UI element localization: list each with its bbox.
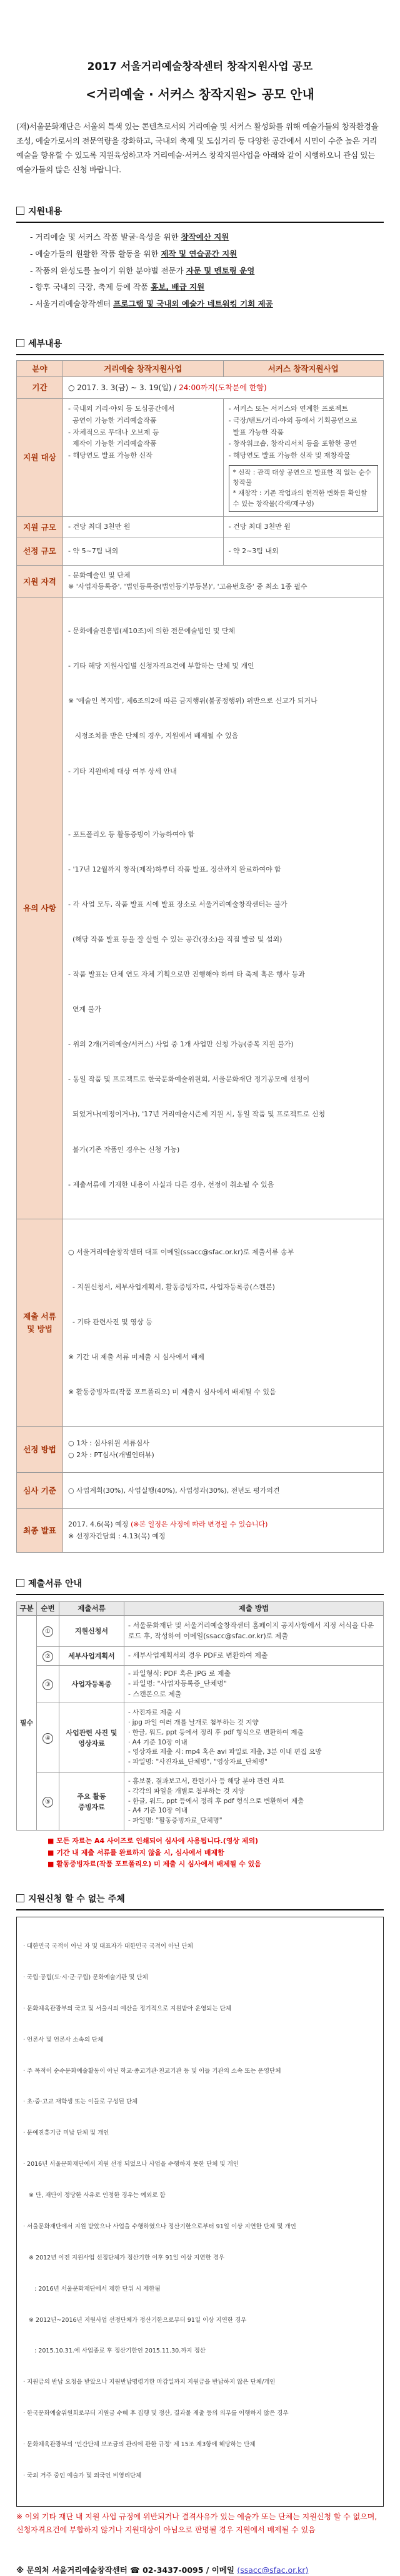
count-label: 선정 규모 xyxy=(17,538,63,565)
doc-method: - 파일형식: PDF 혹은 JPG 로 제출 - 파일명: "사업자등록증_단체명" - 스캔본으로 제출 xyxy=(124,1666,384,1703)
submit-value: ○ 서울거리예술창작센터 대표 이메일(ssacc@sfac.or.kr)로 제출서류 송부 - 지원신청서, 세부사업계획서, 활동증빙자료, 사업자등록증(스캔본) - 기타 관련사진 및 영상 등 ※ 기간 내 제출 서류 미제출 시 심사에서 배제 ※ 활동증빙자료(작품 포트폴리오) 미 제출시 심사에서 배제될 수 있음 xyxy=(63,1219,384,1427)
support-list xyxy=(16,229,384,313)
title-line-1: 2017 서울거리예술창작센터 창작지원사업 공모 xyxy=(87,61,313,73)
count-street: - 약 5~7팀 내외 xyxy=(63,538,224,565)
support-item: - 예술가들의 원활한 작품 활동을 위한 제작 및 연습공간 지원 xyxy=(30,246,384,263)
doc-name: 사업자등록증 xyxy=(59,1666,124,1703)
scale-label: 지원 규모 xyxy=(17,516,63,538)
section-divider xyxy=(16,222,384,223)
target-label: 지원 대상 xyxy=(17,399,63,517)
doc-number: ① xyxy=(37,1616,59,1647)
doc-method: - 세부사업계획서의 경우 PDF로 변환하여 제출 xyxy=(124,1647,384,1666)
docs-heading: 제출서류 안내 xyxy=(16,1578,384,1591)
docs-col-doc: 제출서류 xyxy=(59,1602,124,1616)
col-circus: 서커스 창작지원사업 xyxy=(223,360,384,376)
docs-table xyxy=(16,1601,384,1831)
caution-value: - 문화예술진흥법(제10조)에 의한 전문예술법인 및 단체 - 기타 해당 지원사업별 신청자격요건에 부합하는 단체 및 개인 ※ '예술인 복지법', 제6조의2에 따른 금지행위(불공정행위) 위반으로 신고가 되거나 시정조치를 받은 단체의 경우, 지원에서 배제될 수 있음 - 기타 지원배제 대상 여부 상세 안내 - 포트폴리오 등 활동증빙이 가능하여야 함 - '17년 12월까지 창작(제작)하루터 작품 발표, 정산까지 완료하여야 함 - 각 사업 모두, 작품 발표 시에 발표 장소로 서울거리예술창작센터는 불가 (해당 작품 발표 등을 잘 살릴 수 있는 공간(장소)을 직접 발굴 및 섭외) - 작품 발표는 단체 연도 자체 기획으로만 진행해야 하며 타 축제 혹은 행사 등과 연계 불가 - 위의 2개(거리예술/서커스) 사업 중 1개 사업만 신청 가능(중복 지원 불가) - 동일 작품 및 프로젝트로 한국문화예술위원회, 서울문화재단 정기공모에 선정이 되었거나(예정이거나), '17년 거리예술시즌제 지원 시, 동일 작품 및 프로젝트로 신청 불가(기존 작품인 경우는 신청 가능) - 제출서류에 기재한 내용이 사실과 다른 경우, 선정이 취소될 수 있음 xyxy=(63,597,384,1219)
col-street: 거리예술 창작지원사업 xyxy=(63,360,224,376)
intro-paragraph: (재)서울문화재단은 서울의 특색 있는 콘텐츠로서의 거리예술 및 서커스 활성화를 위해 예술가들의 창작환경을 조성, 예술가로서의 전문역량을 강화하고, 국내외 축제 및 도심거리 등 다양한 공간에서 시민이 수준 높은 거리예술을 향유할 수 있도록 지원육성하고자 거리예술·서커스 창작지원사업을 아래와 같이 시행하오니 관심 있는 예술가들의 많은 신청 바랍니다. xyxy=(16,121,379,174)
ineligible-box: · 대한민국 국적이 아닌 자 및 대표자가 대한민국 국적이 아닌 단체 · 국립·공립(도·시·군·구립) 문화예술기관 및 단체 · 문화체육관광부의 국고 및 서울시의 예산을 정기적으로 지원받아 운영되는 단체 · 언론사 및 언론사 소속의 단체 · 주 목적이 순수문화예술활동이 아닌 학교·종교기관·친교기관 등 및 이들 기관의 소속 또는 운영단체 · 초·중·고교 재학생 또는 이들로 구성된 단체 · 문예진흥기금 미납 단체 및 개인 · 2016년 서울문화재단에서 지원 선정 되었으나 사업을 수행하지 못한 단체 및 개인 ※ 단, 재단이 정당한 사유로 인정한 경우는 예외로 함 · 서울문화재단에서 지원 받았으나 사업을 수행하였으나 정산기한으로부터 91일 이상 지연한 단체 및 개인 ※ 2012년 이전 지원사업 선정단체가 정산기한 이후 91일 이상 지연한 경우 : 2016년 서울문화재단에서 제한 단위 시 제한됨 ※ 2012년~2016년 지원사업 선정단체가 정산기한으로부터 91일 이상 지연한 경우 : 2015.10.31.에 사업종료 후 정산기한인 2015.11.30.까지 정산 · 지원금의 반납 요청을 받았으나 지원반납명령기한 마감일까지 지원금을 반납하지 않은 단체/개인 · 한국문화예술위원회로부터 지원금 수혜 후 집행 및 정산, 결과물 제출 등의 의무를 이행하지 않은 경우 · 문화체육관광부의 '민간단체 보조금의 관리에 관한 규정' 제 15조 제3항에 해당하는 단체 · 국외 거주 중인 예술가 및 외국인 비영리단체 xyxy=(16,1917,384,2507)
qual-value: - 문화예술인 및 단체 ※ '사업자등록증', '법인등록증(법인등기부등본)', '고유번호증' 중 최소 1종 필수 xyxy=(63,565,384,597)
final-value: 2017. 4.6(목) 예정 (※본 일정은 사정에 따라 변경될 수 있습니다) ※ 선정자간담회 : 4.13(목) 예정 xyxy=(63,1509,384,1553)
notice-title xyxy=(16,0,384,106)
qual-label: 지원 자격 xyxy=(17,565,63,597)
checkbox-square-icon xyxy=(16,1894,24,1902)
docs-red-notes: ■ 모든 자료는 A4 사이즈로 인쇄되어 심사에 사용됩니다.(영상 제외) ■ 기간 내 제출 서류를 완료하지 않을 시, 심사에서 배제함 ■ 활동증빙자료(작품 포트폴리오) 미 제출 시 심사에서 배제될 수 있음 xyxy=(48,1837,261,1869)
docs-col-method: 제출 방법 xyxy=(124,1602,384,1616)
ineligible-heading: 지원신청 할 수 없는 주체 xyxy=(16,1893,384,1907)
doc-name: 지원신청서 xyxy=(59,1616,124,1647)
period-label: 기간 xyxy=(17,376,63,398)
doc-number: ④ xyxy=(37,1703,59,1773)
support-item: - 향후 국내외 극장, 축제 등에 작품 홍보, 배급 지원 xyxy=(30,279,384,296)
title-line-2: <거리예술 · 서커스 창작지원> 공모 안내 xyxy=(86,86,314,102)
section-divider xyxy=(16,354,384,355)
criteria-value: ○ 사업계획(30%), 사업실행(40%), 사업성과(30%), 전년도 평가의견 xyxy=(63,1473,384,1509)
doc-method: - 서울문화재단 및 서울거리예술창작센터 홈페이지 공지사항에서 지정 서식을 다운로드 후, 작성하여 이메일(ssacc@sfac.or.kr)로 제출 xyxy=(124,1616,384,1647)
doc-method: - 홍보물, 결과보고서, 관련기사 등 해당 분야 관련 자료 - 각각의 파일을 개별로 첨부하는 것 지양 - 한글, 워드, ppt 등에서 정리 후 pdf 형식으로 변환하여 제출 - A4 기준 10장 이내 - 파일명: "활동증빙자료_단체명" xyxy=(124,1773,384,1831)
docs-col-type: 구분 xyxy=(17,1602,37,1616)
submit-label: 제출 서류 및 방법 xyxy=(17,1219,63,1427)
support-item: - 서울거리예술창작센터 프로그램 및 국내외 예술가 네트워킹 기회 제공 xyxy=(30,296,384,313)
doc-number: ③ xyxy=(37,1666,59,1703)
contact-email-link[interactable]: (ssacc@sfac.or.kr) xyxy=(237,2565,309,2575)
checkbox-square-icon xyxy=(16,207,24,215)
support-heading: 지원내용 xyxy=(16,205,384,219)
target-note-box: * 신작 : 관객 대상 공연으로 발표한 적 없는 순수 창작물 * 재창작 : 기존 작업과의 현격한 변화를 확인할 수 있는 창작물(각색/재구성) xyxy=(229,465,379,512)
contact-line: ※ 문의처 서울거리예술창작센터 ☎ 02-3437-0095 / 이메일 (ssacc@sfac.or.kr) xyxy=(16,2565,309,2575)
ineligible-warning: ※ 이외 기타 재단 내 지원 사업 규정에 위반되거나 결격사유가 있는 예술가 또는 단체는 지원신청 할 수 없으며, 신청자격요건에 부합하지 않거나 지원대상이 아님으로 판명될 경우 지원에서 배제될 수 있음 xyxy=(16,2512,378,2534)
section-divider xyxy=(16,1909,384,1910)
checkbox-square-icon xyxy=(16,1579,24,1587)
final-label: 최종 발표 xyxy=(17,1509,63,1553)
doc-name: 사업관련 사진 및 영상자료 xyxy=(59,1703,124,1773)
col-category: 분야 xyxy=(17,360,63,376)
criteria-label: 심사 기준 xyxy=(17,1473,63,1509)
target-circus: - 서커스 또는 서커스와 연계한 프로젝트 - 극장/텐트/거리·야외 등에서 기획공연으로 발표 가능한 작품 - 창작워크숍, 창작리서치 등을 포함한 공연 - 해당연도 발표 가능한 신작 및 재창작물 * 신작 : 관객 대상 공연으로 발표한 적 없는 순수 창작물 * 재창작 : 기존 작업과의 현격한 변화를 확인할 수 있는 창작물(각색/재구성) xyxy=(223,399,384,517)
method-label: 선정 방법 xyxy=(17,1427,63,1473)
doc-name: 주요 활동 증빙자료 xyxy=(59,1773,124,1831)
section-divider xyxy=(16,1594,384,1595)
target-street: - 국내외 거리·야외 등 도심공간에서 공연이 가능한 거리예술작품 - 자체적으로 무대나 오브제 등 제작이 가능한 거리예술작품 - 해당연도 발표 가능한 신작 xyxy=(63,399,224,517)
details-heading: 세부내용 xyxy=(16,338,384,351)
doc-method: - 사진자료 제출 시 · jpg 파일 여러 개를 날개로 첨부하는 것 지양 · 한글, 워드, ppt 등에서 정리 후 pdf 형식으로 변환하여 제출 · A4 기준 10장 이내 - 영상자료 제출 시: mp4 혹은 avi 파일로 제출, 3분 이내 편집 요망 - 파일명: "사진자료_단체명", "영상자료_단체명" xyxy=(124,1703,384,1773)
period-value: ○ 2017. 3. 3(금) ~ 3. 19(일) / 24:00까지(도착분에 한함) xyxy=(63,376,384,398)
doc-number: ⑤ xyxy=(37,1773,59,1831)
support-item: - 작품의 완성도를 높이기 위한 분야별 전문가 자문 및 멘토링 운영 xyxy=(30,263,384,280)
required-label: 필수 xyxy=(17,1616,37,1831)
docs-col-no: 순번 xyxy=(37,1602,59,1616)
support-item: - 거리예술 및 서커스 작품 발굴·육성을 위한 창작예산 지원 xyxy=(30,229,384,246)
method-value: ○ 1차 : 심사위원 서류심사 ○ 2차 : PT심사(개별인터뷰) xyxy=(63,1427,384,1473)
checkbox-square-icon xyxy=(16,339,24,347)
count-circus: - 약 2~3팀 내외 xyxy=(223,538,384,565)
doc-number: ② xyxy=(37,1647,59,1666)
scale-street: - 건당 최대 3천만 원 xyxy=(63,516,224,538)
details-table xyxy=(16,360,384,1553)
doc-name: 세부사업계획서 xyxy=(59,1647,124,1666)
caution-label: 유의 사항 xyxy=(17,597,63,1219)
scale-circus: - 건당 최대 3천만 원 xyxy=(223,516,384,538)
